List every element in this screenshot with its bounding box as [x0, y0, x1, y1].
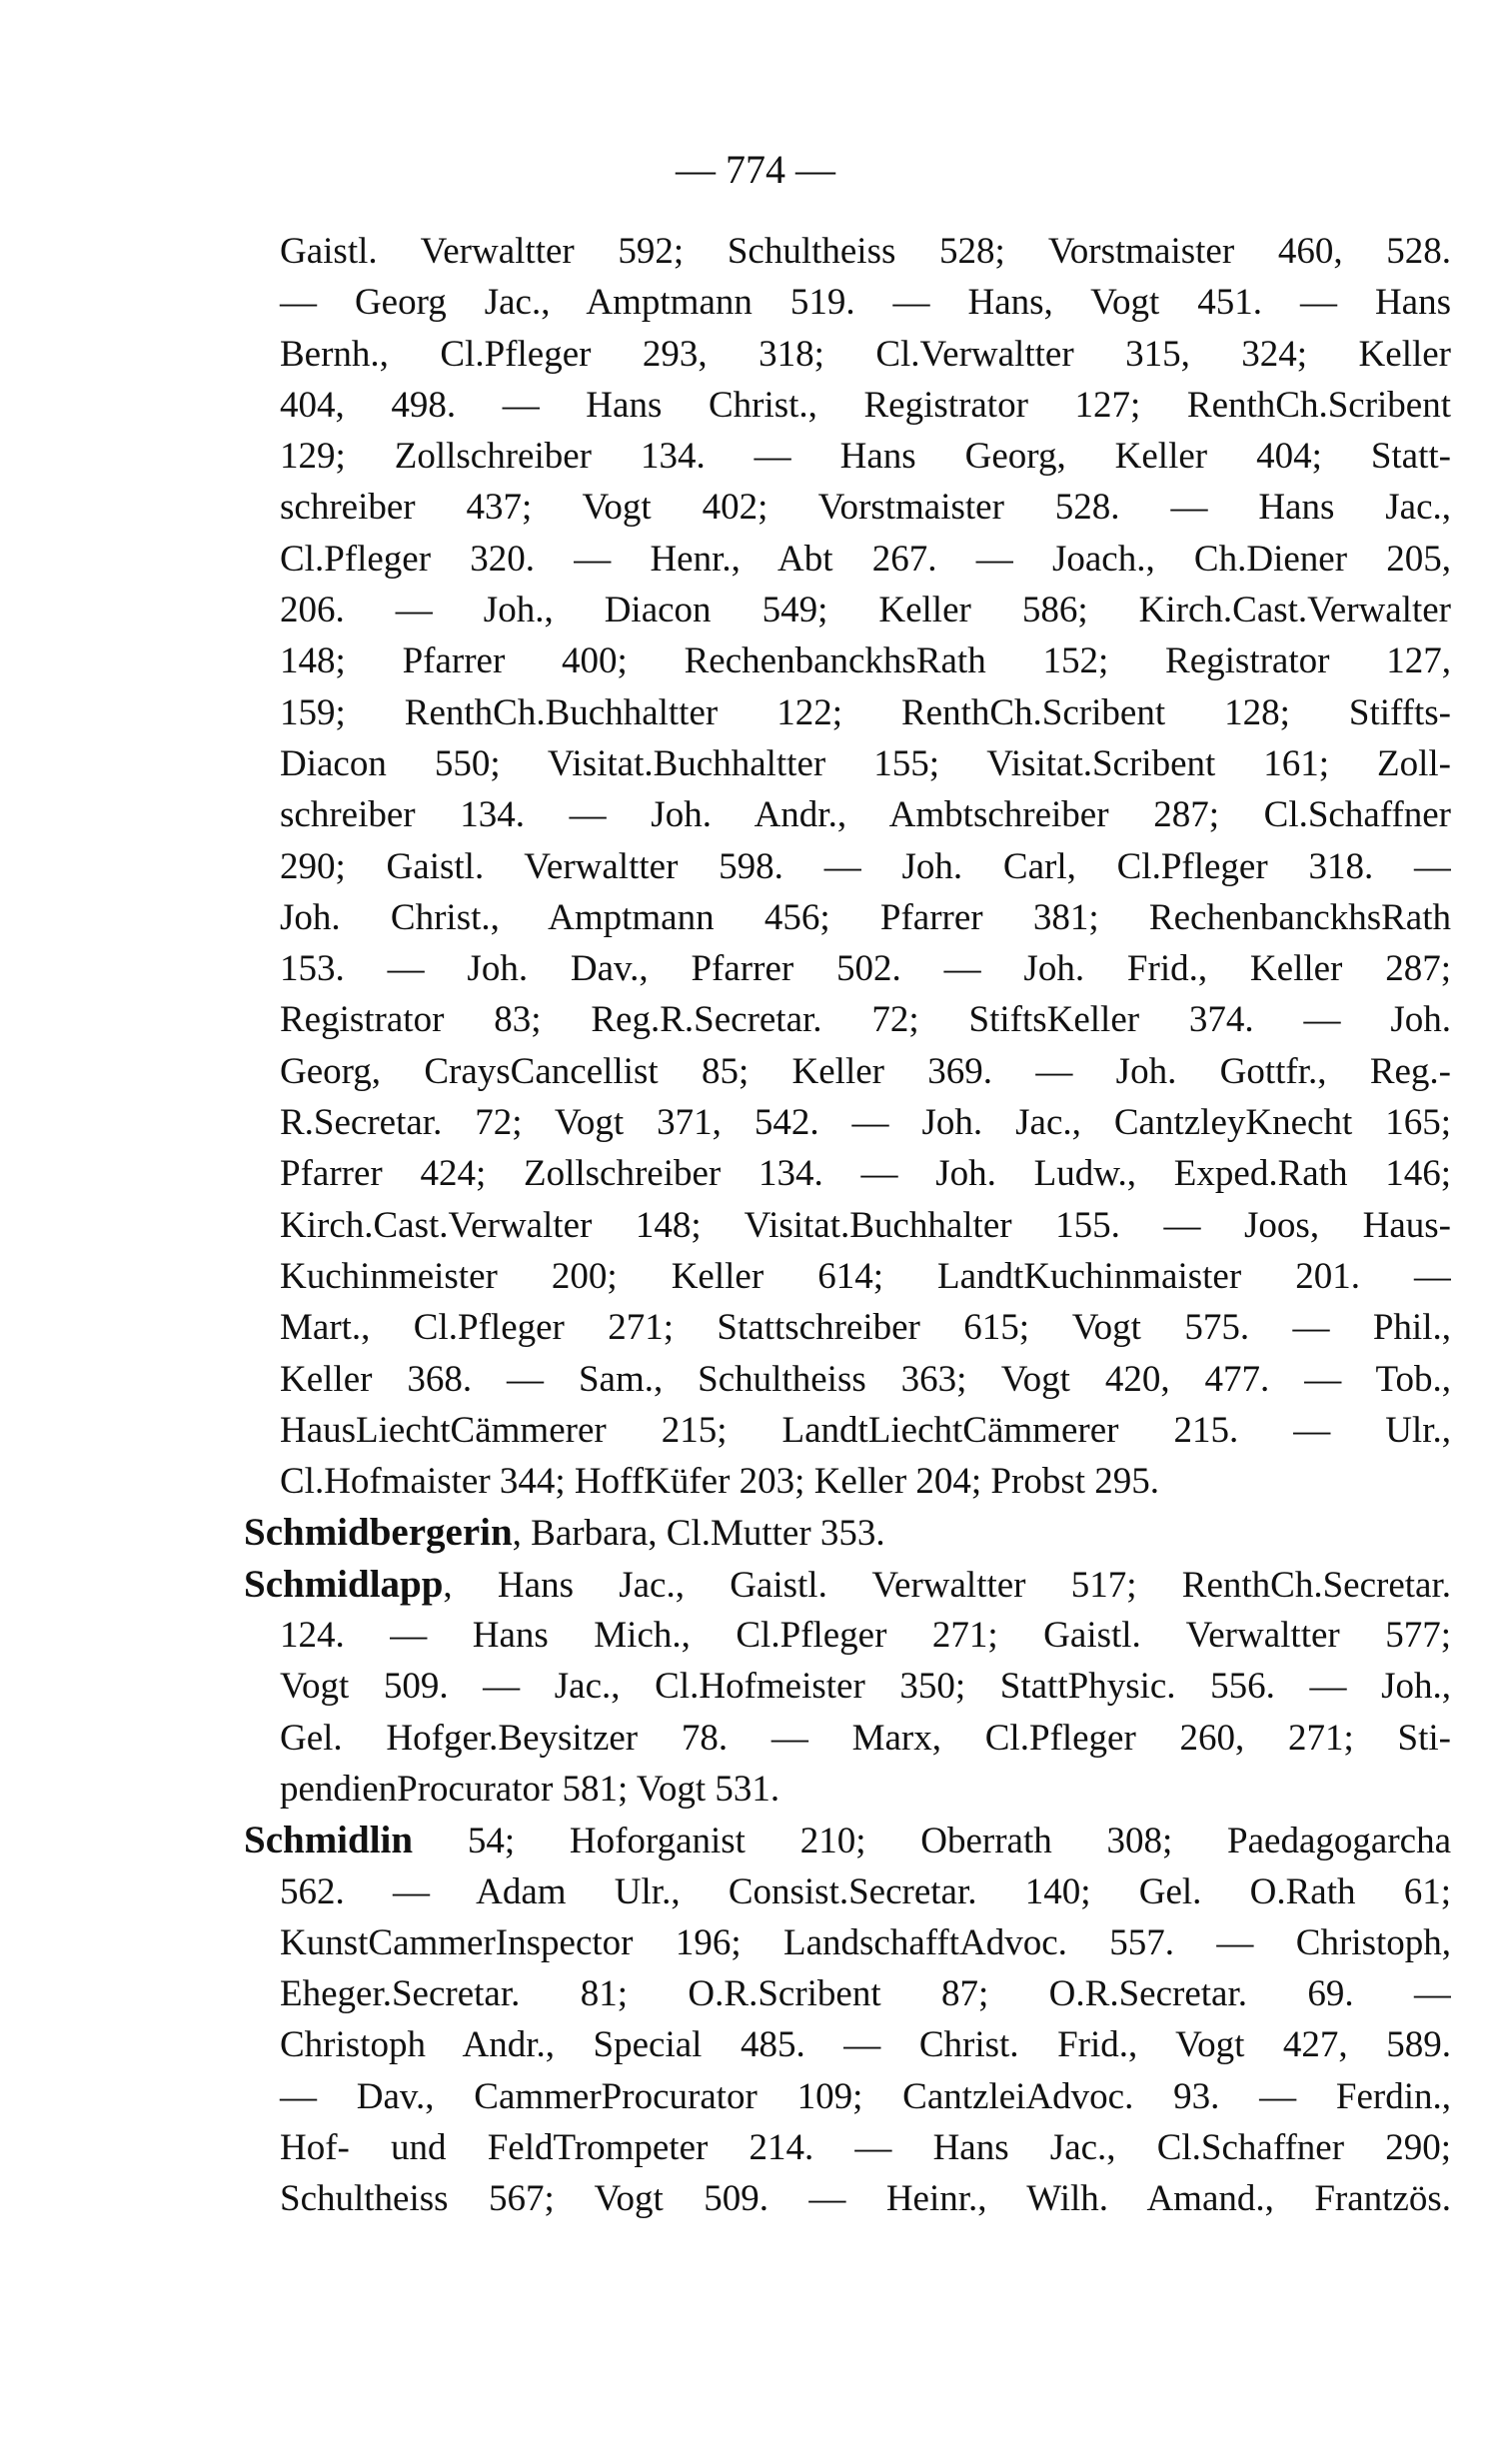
- text-line: [244, 1866, 1451, 1917]
- index-entry-headline: [244, 1815, 1451, 1865]
- headword: Schmidlin: [244, 1819, 414, 1862]
- text-line: [244, 1764, 1451, 1815]
- line-text: , Barbara, Cl.Mutter 353.: [512, 1513, 885, 1555]
- line-text: Diacon 550; Visitat.Buchhaltter 155; Visitat.Scribent 161; Zoll-: [280, 742, 1451, 784]
- line-text: schreiber 437; Vogt 402; Vorstmaister 528. — Hans Jac.,: [280, 487, 1451, 529]
- text-line: [244, 329, 1451, 380]
- text-line: [244, 1405, 1451, 1456]
- line-text: 562. — Adam Ulr., Consist.Secretar. 140; Gel. O.Rath 61;: [280, 1870, 1451, 1912]
- line-text: Kuchinmeister 200; Keller 614; LandtKuchinmaister 201. —: [280, 1255, 1451, 1297]
- text-line: [244, 1097, 1451, 1148]
- line-text: Christoph Andr., Special 485. — Christ. Frid., Vogt 427, 589.: [280, 2024, 1451, 2066]
- text-line: [244, 2122, 1451, 2173]
- text-line: [244, 585, 1451, 635]
- text-line: [244, 226, 1451, 277]
- text-line: [244, 892, 1451, 943]
- text-line: [244, 1354, 1451, 1405]
- text-line: [244, 943, 1451, 994]
- line-text: 129; Zollschreiber 134. — Hans Georg, Keller 404; Statt-: [280, 436, 1451, 478]
- line-text: — Georg Jac., Amptmann 519. — Hans, Vogt 451. — Hans: [280, 282, 1451, 324]
- text-line: [244, 738, 1451, 789]
- line-text: Schultheiss 567; Vogt 509. — Heinr., Wilh. Amand., Frantzös.: [280, 2178, 1451, 2220]
- text-line: [244, 431, 1451, 482]
- line-text: 148; Pfarrer 400; RechenbanckhsRath 152; Registrator 127,: [280, 640, 1451, 682]
- text-line: [244, 380, 1451, 431]
- text-line: [244, 1968, 1451, 2019]
- line-text: Kirch.Cast.Verwalter 148; Visitat.Buchhalter 155. — Joos, Haus-: [280, 1204, 1451, 1246]
- line-text: Cl.Pfleger 320. — Henr., Abt 267. — Joach., Ch.Diener 205,: [280, 538, 1451, 580]
- line-text: schreiber 134. — Joh. Andr., Ambtschreiber 287; Cl.Schaffner: [280, 794, 1451, 836]
- text-line: [244, 277, 1451, 328]
- headword: Schmidbergerin: [244, 1511, 513, 1555]
- text-line: [244, 2173, 1451, 2224]
- index-entry-headline: [244, 1507, 1451, 1558]
- text-line: [244, 2071, 1451, 2122]
- line-text: KunstCammerInspector 196; LandschafftAdvoc. 557. — Christoph,: [280, 1921, 1451, 1963]
- text-line: [244, 994, 1451, 1045]
- text-line: [244, 841, 1451, 892]
- line-text: Hof- und FeldTrompeter 214. — Hans Jac., Cl.Schaffner 290;: [280, 2126, 1451, 2168]
- text-line: [244, 635, 1451, 686]
- line-text: Joh. Christ., Amptmann 456; Pfarrer 381; RechenbanckhsRath: [280, 896, 1451, 938]
- text-line: [244, 1251, 1451, 1302]
- text-line: [244, 1917, 1451, 1968]
- line-text: Georg, CraysCancellist 85; Keller 369. — Joh. Gottfr., Reg.-: [280, 1050, 1451, 1092]
- line-text: Gel. Hofger.Beysitzer 78. — Marx, Cl.Pfleger 260, 271; Sti-: [280, 1717, 1451, 1759]
- line-text: 206. — Joh., Diacon 549; Keller 586; Kirch.Cast.Verwalter: [280, 590, 1451, 631]
- text-line: [244, 687, 1451, 738]
- line-text: Cl.Hofmaister 344; HoffKüfer 203; Keller 204; Probst 295.: [280, 1461, 1159, 1503]
- line-text: Eheger.Secretar. 81; O.R.Scribent 87; O.R.Secretar. 69. —: [280, 1973, 1451, 2015]
- line-text: Keller 368. — Sam., Schultheiss 363; Vogt 420, 477. — Tob.,: [280, 1358, 1451, 1400]
- text-line: [244, 1610, 1451, 1661]
- text-line: [244, 1046, 1451, 1097]
- line-text: Registrator 83; Reg.R.Secretar. 72; StiftsKeller 374. — Joh.: [280, 999, 1451, 1041]
- line-text: Mart., Cl.Pfleger 271; Stattschreiber 615; Vogt 575. — Phil.,: [280, 1307, 1451, 1349]
- line-text: R.Secretar. 72; Vogt 371, 542. — Joh. Jac., CantzleyKnecht 165;: [280, 1102, 1451, 1144]
- text-line: [244, 1713, 1451, 1764]
- line-text: Gaistl. Verwaltter 592; Schultheiss 528; Vorstmaister 460, 528.: [280, 231, 1451, 272]
- text-line: [244, 1456, 1451, 1507]
- text-line: [244, 789, 1451, 840]
- index-entry-headline: [244, 1559, 1451, 1610]
- line-text: 153. — Joh. Dav., Pfarrer 502. — Joh. Frid., Keller 287;: [280, 948, 1451, 990]
- index-text-block: [244, 226, 1451, 2225]
- line-text: 159; RenthCh.Buchhaltter 122; RenthCh.Scribent 128; Stiffts-: [280, 691, 1451, 733]
- line-text: Pfarrer 424; Zollschreiber 134. — Joh. Ludw., Exped.Rath 146;: [280, 1153, 1451, 1195]
- line-text: pendienProcurator 581; Vogt 531.: [280, 1768, 780, 1810]
- text-line: [244, 482, 1451, 533]
- text-line: [244, 1200, 1451, 1251]
- line-text: Bernh., Cl.Pfleger 293, 318; Cl.Verwaltter 315, 324; Keller: [280, 333, 1451, 375]
- line-text: Vogt 509. — Jac., Cl.Hofmeister 350; StattPhysic. 556. — Joh.,: [280, 1666, 1451, 1708]
- line-text: — Dav., CammerProcurator 109; CantzleiAdvoc. 93. — Ferdin.,: [280, 2075, 1451, 2117]
- line-text: 404, 498. — Hans Christ., Registrator 127; RenthCh.Scribent: [280, 384, 1451, 426]
- line-text: HausLiechtCämmerer 215; LandtLiechtCämmerer 215. — Ulr.,: [280, 1409, 1451, 1451]
- line-text: 54; Hoforganist 210; Oberrath 308; Paedagogarcha: [413, 1821, 1451, 1862]
- headword: Schmidlapp: [244, 1562, 444, 1606]
- line-text: 124. — Hans Mich., Cl.Pfleger 271; Gaistl. Verwaltter 577;: [280, 1615, 1451, 1657]
- line-text: 290; Gaistl. Verwaltter 598. — Joh. Carl, Cl.Pfleger 318. —: [280, 845, 1451, 887]
- text-line: [244, 1302, 1451, 1353]
- text-line: [244, 2019, 1451, 2070]
- line-text: , Hans Jac., Gaistl. Verwaltter 517; RenthCh.Secretar.: [443, 1564, 1451, 1606]
- text-line: [244, 1661, 1451, 1712]
- text-line: [244, 534, 1451, 585]
- page-number: — 774 —: [676, 147, 835, 192]
- text-line: [244, 1148, 1451, 1199]
